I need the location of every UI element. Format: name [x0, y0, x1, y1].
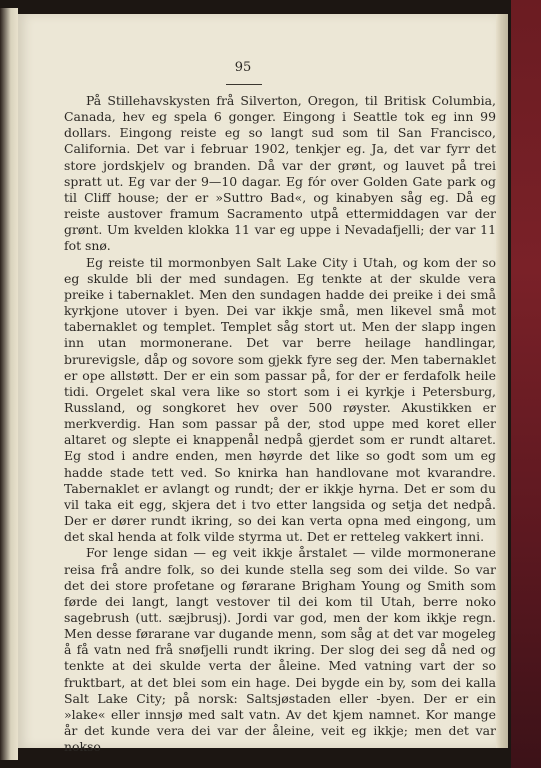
page-number-rule [226, 84, 262, 85]
paragraph: Eg reiste til mormonbyen Salt Lake City i Utah, og kom der so eg skulde bli der med sundagen. Eg tenkte at der skulde vera preike i tabernaklet. Men den sundagen hadde dei preike i dei små kyrkjone utover i byen. Dei var ikkje små, men likevel små mot tabernaklet og templet. Templet såg stort ut. Men der slapp ingen inn utan mormonerane. Det var berre heilage handlingar, brurevigsle, dåp og sovore som gjekk fyre seg der. Men tabernaklet er ope allstøtt. Der er ein som passar på, for der er ferdafolk heile tidi. Orgelet skal vera like so stort som i ei kyrkje i Petersburg, Russland, og songkoret hev over 500 røyster. Akustikken er merkverdig. Han som passar på der, stod uppe med koret eller altaret og slepte ei knappenål nedpå gjerdet som er rundt altaret. Eg stod i andre enden, men høyrde det like so godt som um eg hadde stade tett ved. So knirka han handlovane mot kvarandre. Tabernaklet er avlangt og rundt; der er ikkje hyrna. Det er som du vil taka eit egg, skjera det i tvo etter langsida og setja det nedpå. Der er dører rundt ikring, so dei kan verta opna med eingong, um det skal henda at folk vilde styrma ut. Det er retteleg vakkert inni. [64, 254, 496, 545]
page-stack-edge [494, 14, 508, 748]
paragraph: På Stillehavskysten frå Silverton, Oregon, til Britisk Columbia, Canada, hev eg spela 6 gonger. Eingong i Seattle tok eg inn 99 dollars. Eingong reiste eg so langt sud som til San Francisco, California. Det var i februar 1902, tenkjer eg. Ja, det var fyrr det store jordskjelv og branden. Då var der grønt, og lauvet på trei spratt ut. Eg var der 9—10 dagar. Eg fór over Golden Gate park og til Cliff house; der er »Suttro Bad«, og kinabyen såg eg. Då eg reiste austover framum Sacramento utpå ettermiddagen var der grønt. Um kvelden klokka 11 var eg uppe i Nevadafjelli; der var 11 fot snø. [64, 93, 496, 254]
body-text [64, 93, 496, 755]
book-page [18, 14, 496, 755]
paragraph: For lenge sidan — eg veit ikkje årstalet — vilde mormonerane reisa frå andre folk, so dei kunde stella seg som dei vilde. So var det dei store profetane og førarane Brigham Young og Smith som førde dei langt, langt vestover til dei kom til Utah, berre noko sagebrush (utt. sæjbrusj). Jordi var god, men der kom ikkje regn. Men desse førarane var dugande menn, som såg at det var mogeleg å få vatn ned frå snøfjelli rundt ikring. Der slog dei seg då ned og tenkte at dei skulde verta der åleine. Med vatning vart der so fruktbart, at det blei som ein hage. Dei bygde ein by, som dei kalla Salt Lake City; på norsk: Saltsjøstaden eller -byen. Der er ein »lake« eller innsjø med salt vatn. Av det kjem namnet. Kor mange år det kunde vera dei var der åleine, veit eg ikkje; men det var nokso [64, 545, 496, 755]
book-cover-left-edge [0, 8, 18, 760]
page-number: 95 [234, 60, 252, 75]
book-cover-right [511, 0, 541, 768]
